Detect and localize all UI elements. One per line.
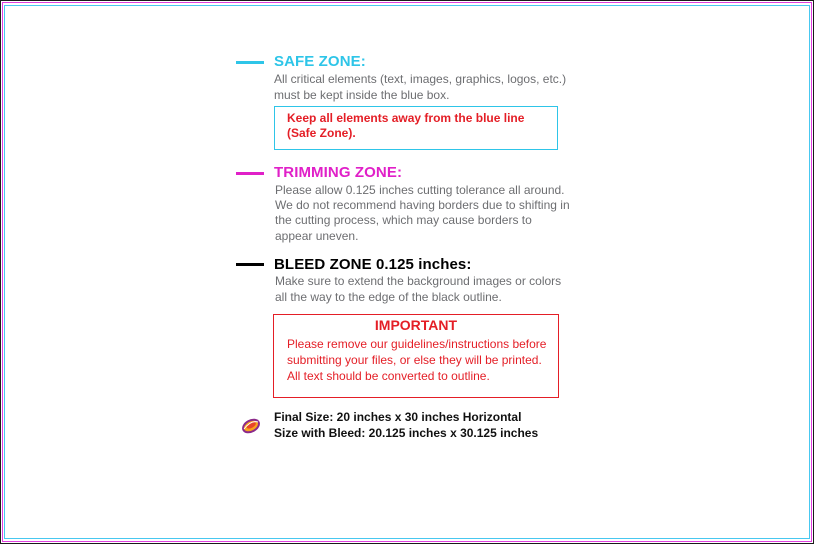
important-box <box>273 314 559 398</box>
safe-zone-text-1: All critical elements (text, images, graphics, logos, etc.) <box>274 72 567 86</box>
important-text-3: All text should be converted to outline. <box>287 369 490 383</box>
bleed-zone-text-2: all the way to the edge of the black outline. <box>275 290 502 304</box>
trimming-zone-text-1: Please allow 0.125 inches cutting tolerance all around. <box>275 183 565 197</box>
logo-swirl-icon <box>240 417 262 435</box>
bleed-zone-line <box>236 263 264 266</box>
important-text-2: submitting your files, or else they will be printed. <box>287 353 542 367</box>
safe-zone-title: SAFE ZONE: <box>274 53 366 70</box>
bleed-zone-text-1: Make sure to extend the background images or colors <box>275 274 562 288</box>
safe-zone-text-2: must be kept inside the blue box. <box>274 88 450 102</box>
important-text-1: Please remove our guidelines/instructions before <box>287 337 547 351</box>
safe-zone-box-text-2: (Safe Zone). <box>287 126 356 140</box>
size-with-bleed-text: Size with Bleed: 20.125 inches x 30.125 inches <box>274 426 539 440</box>
safe-zone-box-text-1: Keep all elements away from the blue line <box>287 111 525 125</box>
trimming-zone-line <box>236 172 264 175</box>
bleed-zone-title: BLEED ZONE 0.125 inches: <box>274 256 472 273</box>
trimming-zone-text-2: We do not recommend having borders due to shifting in <box>275 198 570 212</box>
final-size-text: Final Size: 20 inches x 30 inches Horizontal <box>274 410 522 424</box>
safe-zone-line <box>236 61 264 64</box>
important-title: IMPORTANT <box>374 317 458 333</box>
trimming-zone-text-4: appear uneven. <box>275 229 359 243</box>
trimming-zone-text-3: the cutting process, which may cause borders to <box>275 213 532 227</box>
safe-zone-box <box>274 106 558 150</box>
trimming-zone-title: TRIMMING ZONE: <box>274 164 403 181</box>
